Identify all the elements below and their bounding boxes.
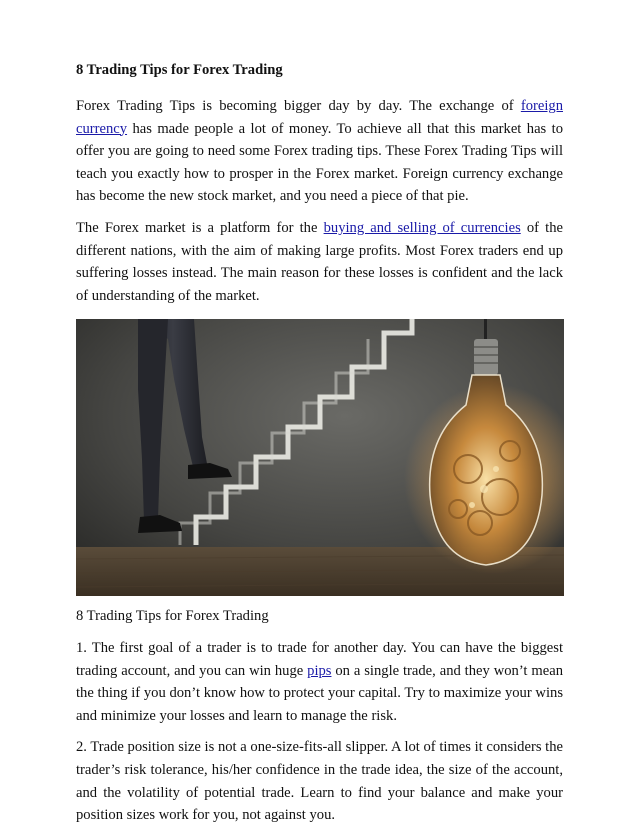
photo-illustration bbox=[76, 319, 564, 596]
intro-text-1: Forex Trading Tips is becoming bigger day by day. The exchange of bbox=[76, 98, 521, 114]
platform-paragraph bbox=[76, 217, 563, 307]
buying-selling-currencies-link[interactable]: buying and selling of currencies bbox=[323, 219, 521, 236]
platform-text-2: of the different nations, with the aim of making large profits. Most Forex traders end up suffering losses instead. The main reason for these losses is confident and the lack of understanding of the market. bbox=[76, 219, 563, 304]
document-title: 8 Trading Tips for Forex Trading bbox=[76, 62, 283, 78]
tip-1-text-2: on a single trade, and they won’t mean the thing if you don’t know how to protect your capital. Try to maximize your wins and minimize your losses and learn to manage the risk. bbox=[76, 662, 563, 724]
stairs-lightbulb-photo bbox=[76, 319, 564, 596]
figure-caption: 8 Trading Tips for Forex Trading bbox=[76, 608, 269, 625]
platform-text-1: The Forex market is a platform for the bbox=[76, 219, 324, 236]
tip-2-paragraph: 2. Trade position size is not a one-size-fits-all slipper. A lot of times it considers the trader’s risk tolerance, his/her confidence in the trade idea, the size of the account, and the volatility of potential trade. Learn to find your balance and make your position sizes work for you, not against you. bbox=[76, 739, 563, 824]
intro-text-2: has made people a lot of money. To achieve all that this market has to offer you are going to need some Forex trading tips. These Forex Trading Tips will teach you exactly how to prosper in the Forex market. Foreign currency exchange has become the new stock market, and you need a piece of that pie. bbox=[76, 120, 563, 205]
foreign-currency-link[interactable]: foreign currency bbox=[76, 98, 563, 137]
tip-1-paragraph bbox=[76, 637, 563, 727]
intro-paragraph bbox=[76, 95, 563, 208]
pips-link[interactable]: pips bbox=[307, 662, 332, 679]
tip-1-text-1: 1. The first goal of a trader is to trade for another day. You can have the biggest trading account, and you can win huge bbox=[76, 639, 563, 679]
